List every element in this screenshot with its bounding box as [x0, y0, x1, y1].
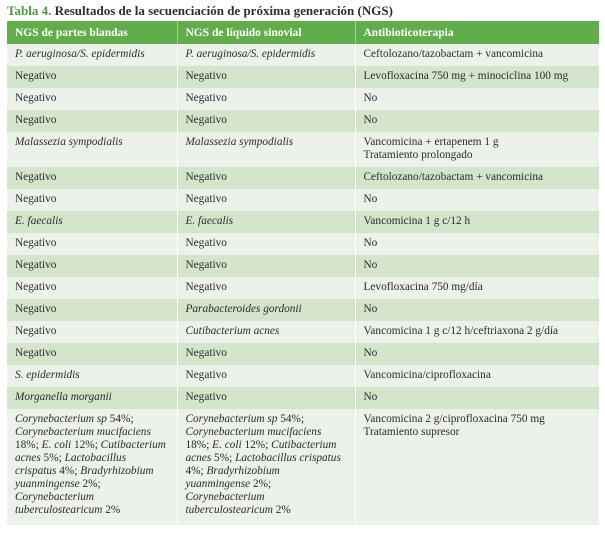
- therapy-line: Levofloxacina 750 mg/día: [363, 281, 483, 293]
- therapy-line: Vancomicina 1 g c/12 h/ceftriaxona 2 g/día: [363, 325, 558, 337]
- cell-antibiotic-therapy: [355, 233, 599, 255]
- table-row: [7, 44, 599, 66]
- organism-text: Cutibacterium acnes: [15, 439, 166, 464]
- cell-soft-tissue-ngs: Negativo: [7, 66, 177, 88]
- organism-text: Bradyrhizobium yuanmingense: [15, 465, 154, 490]
- organism-text: E. coli: [212, 439, 242, 451]
- organism-text: 54%;: [106, 413, 134, 425]
- organism-text: 18%;: [185, 439, 213, 451]
- table-row: [7, 66, 599, 88]
- cell-soft-tissue-ngs: [7, 409, 177, 525]
- cell-synovial-fluid-ngs: Negativo: [177, 66, 355, 88]
- organism-text: Corynebacterium sp: [15, 413, 107, 425]
- organism-text: 2%;: [250, 478, 272, 490]
- cell-synovial-fluid-ngs: Negativo: [177, 233, 355, 255]
- therapy-line: No: [363, 259, 378, 271]
- cell-synovial-fluid-ngs: P. aeruginosa/S. epidermidis: [177, 44, 355, 66]
- cell-synovial-fluid-ngs: [177, 409, 355, 525]
- cell-antibiotic-therapy: [355, 167, 599, 189]
- therapy-line: Vancomicina/ciprofloxacina: [363, 369, 491, 381]
- cell-antibiotic-therapy: [355, 343, 599, 365]
- cell-antibiotic-therapy: [355, 189, 599, 211]
- cell-soft-tissue-ngs: Negativo: [7, 189, 177, 211]
- cell-antibiotic-therapy: [355, 132, 599, 167]
- table-row: [7, 299, 599, 321]
- cell-synovial-fluid-ngs: Negativo: [177, 365, 355, 387]
- cell-soft-tissue-ngs: Negativo: [7, 343, 177, 365]
- table-row: [7, 132, 599, 167]
- therapy-line: No: [363, 391, 378, 403]
- table-caption-label: Tabla 4.: [7, 3, 52, 18]
- cell-soft-tissue-ngs: Negativo: [7, 110, 177, 132]
- therapy-line: No: [363, 303, 378, 315]
- therapy-line: Vancomicina + ertapenem 1 g: [363, 136, 499, 148]
- table-row: [7, 409, 599, 525]
- cell-soft-tissue-ngs: Negativo: [7, 321, 177, 343]
- table-row: [7, 110, 599, 132]
- cell-soft-tissue-ngs: Morganella morganii: [7, 387, 177, 409]
- organism-text: Corynebacterium tuberculostearicum: [185, 491, 273, 516]
- table-row: [7, 277, 599, 299]
- therapy-line: Tratamiento prolongado: [363, 149, 473, 161]
- organism-text: 2%;: [79, 478, 101, 490]
- therapy-line: Vancomicina 2 g/ciprofloxacina 750 mg: [363, 413, 545, 425]
- cell-soft-tissue-ngs: Negativo: [7, 167, 177, 189]
- table-row: [7, 211, 599, 233]
- organism-text: Lactobacillus crispatus: [235, 452, 341, 464]
- cell-synovial-fluid-ngs: Negativo: [177, 189, 355, 211]
- therapy-line: No: [363, 347, 378, 359]
- cell-synovial-fluid-ngs: Negativo: [177, 343, 355, 365]
- table-row: [7, 167, 599, 189]
- ngs-results-table: [7, 21, 599, 525]
- organism-text: 12%;: [241, 439, 272, 451]
- therapy-line: No: [363, 237, 378, 249]
- cell-soft-tissue-ngs: S. epidermidis: [7, 365, 177, 387]
- cell-antibiotic-therapy: [355, 321, 599, 343]
- organism-text: 18%;: [15, 439, 42, 451]
- organism-text: 2%: [102, 504, 121, 516]
- cell-antibiotic-therapy: [355, 44, 599, 66]
- organism-text: 5%;: [211, 452, 236, 464]
- table-row: [7, 255, 599, 277]
- cell-soft-tissue-ngs: Negativo: [7, 88, 177, 110]
- therapy-line: No: [363, 92, 378, 104]
- table-row: [7, 343, 599, 365]
- table-header-row: [7, 21, 599, 44]
- cell-synovial-fluid-ngs: Parabacteroides gordonii: [177, 299, 355, 321]
- cell-soft-tissue-ngs: Negativo: [7, 233, 177, 255]
- cell-synovial-fluid-ngs: E. faecalis: [177, 211, 355, 233]
- table-body: [7, 44, 599, 525]
- organism-text: 4%;: [56, 465, 81, 477]
- cell-antibiotic-therapy: [355, 66, 599, 88]
- cell-soft-tissue-ngs: Negativo: [7, 299, 177, 321]
- organism-text: Corynebacterium mucifaciens: [185, 426, 322, 438]
- table-row: [7, 88, 599, 110]
- therapy-line: Vancomicina 1 g c/12 h: [363, 215, 471, 227]
- cell-synovial-fluid-ngs: Cutibacterium acnes: [177, 321, 355, 343]
- cell-soft-tissue-ngs: Negativo: [7, 255, 177, 277]
- cell-synovial-fluid-ngs: Negativo: [177, 167, 355, 189]
- organism-text: Corynebacterium tuberculostearicum: [15, 491, 103, 516]
- table-caption-text: Resultados de la secuenciación de próxima generación (NGS): [51, 3, 393, 18]
- therapy-line: Tratamiento supresor: [363, 426, 460, 438]
- table-caption: [7, 3, 393, 19]
- organism-text: 5%;: [40, 452, 65, 464]
- organism-text: Cutibacterium acnes: [185, 439, 337, 464]
- cell-synovial-fluid-ngs: Malassezia sympodialis: [177, 132, 355, 167]
- table-row: [7, 387, 599, 409]
- header-synovial-fluid-ngs: NGS de líquido sinovial: [177, 21, 355, 44]
- cell-antibiotic-therapy: [355, 409, 599, 525]
- cell-antibiotic-therapy: [355, 277, 599, 299]
- organism-text: 4%;: [185, 465, 207, 477]
- cell-synovial-fluid-ngs: Negativo: [177, 110, 355, 132]
- cell-soft-tissue-ngs: Negativo: [7, 277, 177, 299]
- cell-synovial-fluid-ngs: Negativo: [177, 88, 355, 110]
- cell-soft-tissue-ngs: E. faecalis: [7, 211, 177, 233]
- cell-antibiotic-therapy: [355, 255, 599, 277]
- cell-antibiotic-therapy: [355, 365, 599, 387]
- cell-antibiotic-therapy: [355, 88, 599, 110]
- cell-synovial-fluid-ngs: Negativo: [177, 387, 355, 409]
- cell-antibiotic-therapy: [355, 387, 599, 409]
- therapy-line: No: [363, 114, 378, 126]
- therapy-line: Ceftolozano/tazobactam + vancomicina: [363, 48, 544, 60]
- therapy-line: Ceftolozano/tazobactam + vancomicina: [363, 171, 544, 183]
- organism-text: Bradyrhizobium yuanmingense: [185, 465, 280, 490]
- header-antibiotic-therapy: Antibioticoterapia: [355, 21, 599, 44]
- cell-synovial-fluid-ngs: Negativo: [177, 277, 355, 299]
- table-row: [7, 365, 599, 387]
- organism-text: 12%;: [71, 439, 101, 451]
- cell-soft-tissue-ngs: P. aeruginosa/S. epidermidis: [7, 44, 177, 66]
- header-soft-tissue-ngs: NGS de partes blandas: [7, 21, 177, 44]
- cell-synovial-fluid-ngs: Negativo: [177, 255, 355, 277]
- organism-text: E. coli: [41, 439, 72, 451]
- organism-text: 54%;: [277, 413, 305, 425]
- organism-text: Corynebacterium sp: [185, 413, 278, 425]
- therapy-line: Levofloxacina 750 mg + minociclina 100 mg: [363, 70, 569, 82]
- cell-antibiotic-therapy: [355, 110, 599, 132]
- table-row: [7, 321, 599, 343]
- cell-antibiotic-therapy: [355, 211, 599, 233]
- organism-text: Lactobacillus crispatus: [15, 452, 127, 477]
- table-row: [7, 189, 599, 211]
- therapy-line: No: [363, 193, 378, 205]
- cell-soft-tissue-ngs: Malassezia sympodialis: [7, 132, 177, 167]
- table-row: [7, 233, 599, 255]
- organism-text: Corynebacterium mucifaciens: [15, 426, 151, 438]
- cell-antibiotic-therapy: [355, 299, 599, 321]
- organism-text: 2%: [272, 504, 291, 516]
